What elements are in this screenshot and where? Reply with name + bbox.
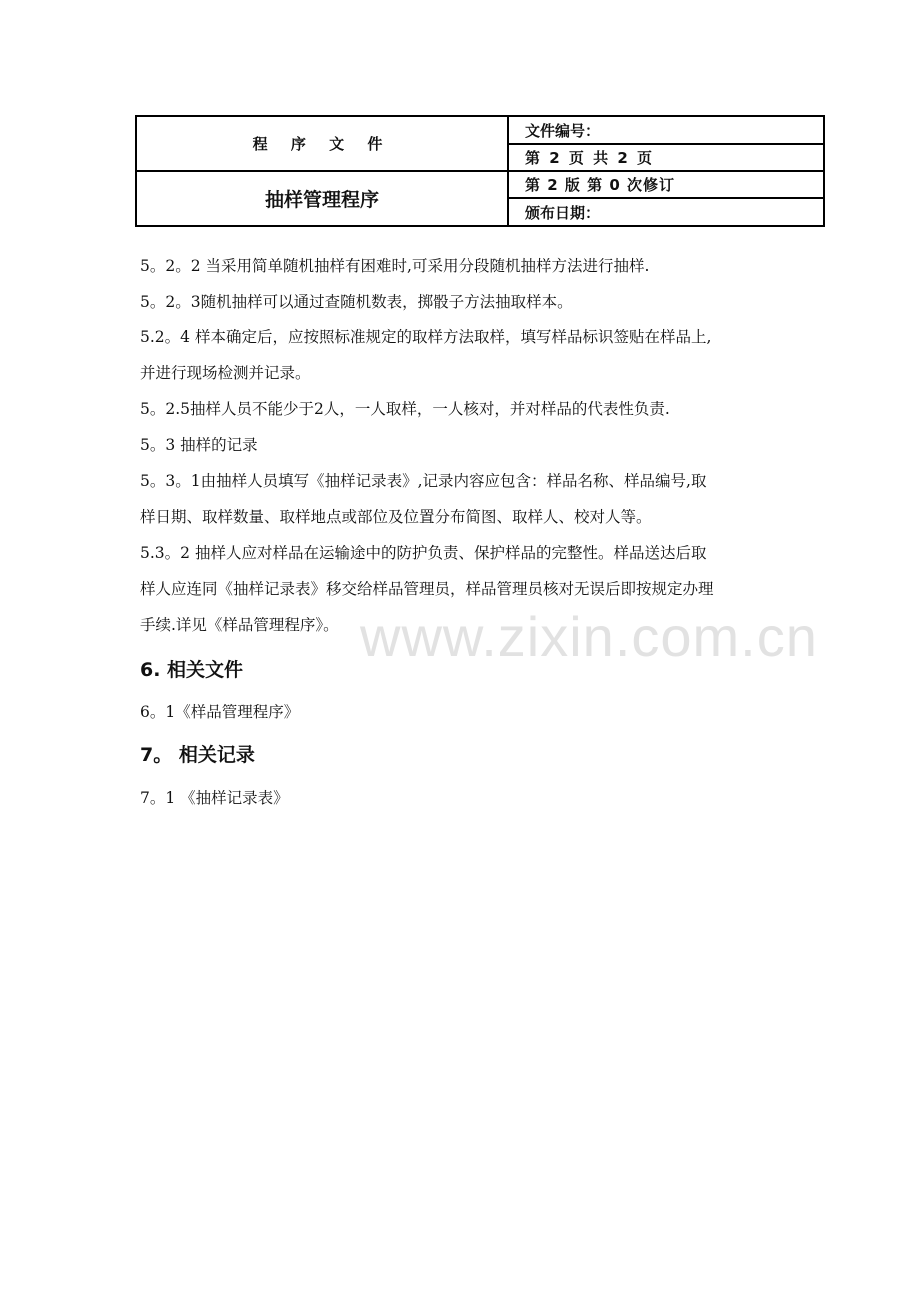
document-header-table xyxy=(135,115,825,227)
section-heading-6: 6. 相关文件 xyxy=(140,659,244,681)
file-number-field: 文件编号： xyxy=(509,117,823,145)
paragraph-line: 5。2。3随机抽样可以通过查随机数表，掷骰子方法抽取样本。 xyxy=(140,293,573,311)
doc-title: 抽样管理程序 xyxy=(137,172,509,225)
paragraph-line: 5。2.5抽样人员不能少于2人，一人取样，一人核对，并对样品的代表性负责. xyxy=(140,400,670,418)
paragraph-line: 样日期、取样数量、取样地点或部位及位置分布简图、取样人、校对人等。 xyxy=(140,508,652,526)
paragraph-line: 5.2。4 样本确定后，应按照标准规定的取样方法取样，填写样品标识签贴在样品上, xyxy=(140,328,712,346)
subsection-title: 5。3 抽样的记录 xyxy=(140,436,258,454)
section-heading-7: 7。 相关记录 xyxy=(140,744,255,766)
paragraph-line: 手续.详见《样品管理程序》。 xyxy=(140,616,339,634)
list-item: 7。1 《抽样记录表》 xyxy=(140,789,289,807)
paragraph-line: 5。3。1由抽样人员填写《抽样记录表》,记录内容应包含：样品名称、样品编号,取 xyxy=(140,472,707,490)
revision-info: 第 2 版 第 0 次修订 xyxy=(509,172,823,199)
watermark: www.zixin.com.cn xyxy=(360,605,818,668)
issue-date-field: 颁布日期： xyxy=(525,203,601,222)
page-info: 第 2 页 共 2 页 xyxy=(509,145,823,172)
list-item: 6。1《样品管理程序》 xyxy=(140,703,300,721)
paragraph-line: 5。2。2 当采用简单随机抽样有困难时,可采用分段随机抽样方法进行抽样. xyxy=(140,257,650,275)
paragraph-line: 并进行现场检测并记录。 xyxy=(140,364,311,382)
paragraph-line: 5.3。2 抽样人应对样品在运输途中的防护负责、保护样品的完整性。样品送达后取 xyxy=(140,544,707,562)
paragraph-line: 样人应连同《抽样记录表》移交给样品管理员，样品管理员核对无误后即按规定办理 xyxy=(140,580,714,598)
doc-type-label: 程 序 文 件 xyxy=(137,117,509,172)
